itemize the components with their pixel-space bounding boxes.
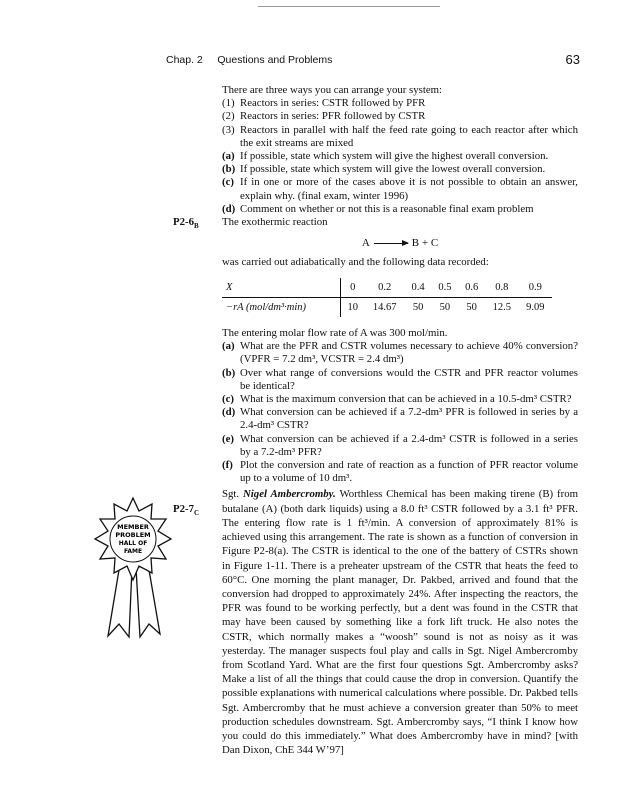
part-text: Over what range of conversions would the CSTR and PFR reactor volumes be identical? xyxy=(240,366,578,392)
data-table xyxy=(222,278,552,317)
part-label: (d) xyxy=(222,406,236,419)
difficulty-level: C xyxy=(194,509,200,518)
table-cell: 10 xyxy=(347,301,359,313)
option-text: Reactors in series: CSTR followed by PFR xyxy=(240,97,426,110)
option-item xyxy=(222,124,578,150)
table-cell: 0.5 xyxy=(431,278,458,298)
chapter-number: Chap. 2 xyxy=(166,54,203,66)
problem-number-p2-6 xyxy=(173,216,199,230)
table-row xyxy=(222,297,552,317)
part-item xyxy=(222,203,578,216)
part-label: (c) xyxy=(222,176,234,189)
row-header: X xyxy=(222,278,341,298)
part-item xyxy=(222,176,578,202)
table-row xyxy=(222,278,552,298)
table-cell: 0.2 xyxy=(365,278,405,298)
option-item xyxy=(222,97,578,110)
option-text: Reactors in series: PFR followed by CSTR xyxy=(240,110,426,123)
part-text: What conversion can be achieved if a 7.2-dm³ PFR is followed in series by a 2.4-dm³ CSTR? xyxy=(240,406,578,432)
difficulty-level: B xyxy=(194,222,199,231)
part-label: (d) xyxy=(222,202,236,215)
table-cell: 9.09 xyxy=(526,301,545,313)
badge-line-2: PROBLEM xyxy=(115,531,151,539)
reaction-equation xyxy=(222,237,578,250)
p7-body xyxy=(222,487,578,757)
problem-number: P2-7 xyxy=(173,503,194,515)
p6-intro: The exothermic reaction xyxy=(222,216,328,229)
part-item xyxy=(222,367,578,393)
top-rule xyxy=(258,6,440,7)
part-item xyxy=(222,433,578,459)
page-header xyxy=(166,54,580,70)
part-text: What conversion can be achieved if a 2.4-dm³ CSTR is followed in a series by a 7.2-dm³ PFR? xyxy=(240,432,578,458)
p7-sgt: Sgt. xyxy=(222,488,240,501)
part-label: (b) xyxy=(222,163,236,176)
part-label: (a) xyxy=(222,150,235,163)
part-text: If possible, state which system will give the lowest overall conversion. xyxy=(240,163,546,176)
part-label: (e) xyxy=(222,432,234,445)
badge-ribbon-left xyxy=(108,564,132,637)
p6-data-intro: was carried out adiabatically and the following data recorded: xyxy=(222,256,489,269)
problem-number: P2-6 xyxy=(173,216,194,228)
table-cell: 0 xyxy=(341,278,365,298)
reaction-arrow-icon xyxy=(374,243,408,244)
part-item xyxy=(222,459,578,485)
table-cell: 50 xyxy=(439,301,451,313)
chapter-heading xyxy=(166,54,332,66)
part-item xyxy=(222,406,578,432)
part-item xyxy=(222,150,578,163)
badge-line-1: MEMBER xyxy=(117,523,149,531)
part-label: (c) xyxy=(222,393,234,406)
part-item xyxy=(222,393,578,406)
reactant: A xyxy=(361,237,370,250)
part-item xyxy=(222,163,578,176)
part-text: Plot the conversion and rate of reaction as a function of PFR reactor volume up to a volume of 10 dm³. xyxy=(240,459,578,485)
intro-lead: There are three ways you can arrange your system: xyxy=(222,84,443,96)
badge-ribbon-right xyxy=(136,564,160,637)
table-cell: 12.5 xyxy=(492,301,511,313)
table-cell: 0.6 xyxy=(458,278,485,298)
table-cell: 0.9 xyxy=(519,278,553,298)
option-label: (2) xyxy=(222,110,235,123)
row-header: −rA (mol/dm³·min) xyxy=(222,297,341,317)
table-cell: 14.67 xyxy=(372,301,397,313)
products: B + C xyxy=(411,237,439,250)
problem-number-p2-7 xyxy=(173,503,199,517)
option-text: Reactors in parallel with half the feed rate going to each reactor after which the exit streams are mixed xyxy=(240,123,578,149)
part-text: What are the PFR and CSTR volumes necessary to achieve 40% conversion? (VPFR = 7.2 dm³, VCSTR = 2.4 dm³) xyxy=(240,340,578,366)
section-title: Questions and Problems xyxy=(217,54,333,66)
badge-line-4: FAME xyxy=(123,548,143,555)
part-label: (a) xyxy=(222,340,235,353)
badge-line-3: HALL OF xyxy=(118,540,148,547)
page-number: 63 xyxy=(565,52,580,67)
part-text: If possible, state which system will give the highest overall conversion. xyxy=(240,150,549,163)
part-label: (b) xyxy=(222,366,236,379)
part-item xyxy=(222,340,578,366)
p6-molar-flow: The entering molar flow rate of A was 300 mol/min. xyxy=(222,327,448,340)
p7-text: Worthless Chemical has been making tirene (B) from butalane (A) (both dark liquids) using a 8.0 ft³ CSTR followed by a 3.1 ft³ PFR. The entering flow rate is 1 ft³/min. A conversion of approximately 81% is achieved using this arrangement. The rate is shown as a function of conversion in Figure P2-8(a). The CSTR is identical to the one of the battery of CSTRs shown in Figure 1-11. There is a preheater upstream of the CSTR that heats the feed to 60°C. One morning the plant manager, Dr. Pakbed, arrived and found that the conversion had dropped to approximately 24%. After inspecting the reactors, the PFR was found to be working perfectly, but a dent was found in the CSTR that may have been caused by something like a fork lift truck. He also notes the CSTR, which normally makes a “woosh” sound is not as noisy as it was yesterday. The manager suspects foul play and calls in Sgt. Nigel Ambercromby from Scotland Yard. What are the first four questions Sgt. Ambercromby asks? Make a list of all the things that could cause the drop in conversion. Quantify the possible explanations with numerical calculations where possible. Dr. Pakbed tells Sgt. Ambercromby that he must achieve a conversion greater than 50% to meet production schedules downstream. Sgt. Ambercromby says, “I think I know how you could do this immediately.” What does Ambercromby have in mind? [with Dan Dixon, ChE 344 W’97] xyxy=(222,488,578,757)
page-body xyxy=(222,84,578,757)
option-item xyxy=(222,110,578,123)
part-text: What is the maximum conversion that can be achieved in a 10.5-dm³ CSTR? xyxy=(240,393,572,406)
p7-title: Nigel Ambercromby. xyxy=(243,488,336,501)
option-label: (1) xyxy=(222,97,235,110)
table-cell: 50 xyxy=(412,301,424,313)
hall-of-fame-badge xyxy=(92,494,174,646)
part-text: Comment on whether or not this is a reasonable final exam problem xyxy=(240,202,534,215)
part-text: If in one or more of the cases above it is not possible to obtain an answer, explain why. (final exam, winter 1996) xyxy=(240,176,578,202)
option-label: (3) xyxy=(222,123,235,136)
table-cell: 0.8 xyxy=(485,278,518,298)
table-cell: 50 xyxy=(466,301,477,313)
table-cell: 0.4 xyxy=(405,278,432,298)
part-label: (f) xyxy=(222,459,233,472)
